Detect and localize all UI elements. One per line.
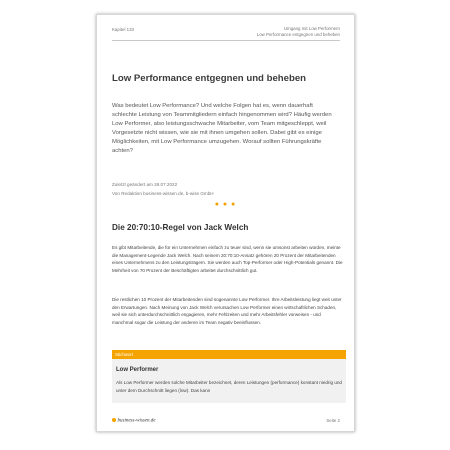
keyword-box bbox=[112, 359, 346, 403]
keyword-definition: Als Low Performer werden solche Mitarbeiter bezeichnet, deren Leistungen (performance) konstant niedrig und unter dem Durchschnitt liegen (low). Das kann bbox=[116, 380, 342, 393]
header-chapter: Kapitel 133 bbox=[112, 27, 134, 32]
footer-logo-text: business-wissen.de bbox=[117, 418, 156, 424]
header-subsection-title: Low Performance entgegnen und beheben bbox=[256, 32, 340, 37]
section-heading: Die 20:70:10-Regel von Jack Welch bbox=[112, 223, 249, 232]
section-divider-dots: ● ● ● bbox=[214, 201, 237, 208]
header-section bbox=[257, 26, 340, 38]
keyword-term: Low Performer bbox=[116, 367, 159, 373]
page-title: Low Performance entgegnen und beheben bbox=[112, 73, 307, 84]
document-page bbox=[96, 14, 355, 432]
logo-dot-icon bbox=[112, 418, 116, 422]
updated-date: Zuletzt geändert am 28.07.2022 bbox=[112, 182, 178, 187]
header-divider bbox=[112, 40, 340, 41]
article-meta bbox=[112, 180, 214, 198]
header-section-title: Umgang mit Low Performern bbox=[283, 26, 340, 31]
intro-paragraph: Was bedeutet Low Performance? Und welche Folgen hat es, wenn dauerhaft schlechte Leistung von Teammitgliedern einfach hingenommen wird? Häufig werden Low Performer, also leistungsschwache Mitarbeiter, vom Team mitgeschleppt, weil Vorgesetzte nicht wissen, wie sie mit ihnen umgehen sollen. Dabei gibt es einige Möglichkeiten, mit Low Performance umzugehen. Worauf sollten Führungskräfte achten? bbox=[112, 103, 332, 154]
footer-logo bbox=[112, 418, 155, 424]
keyword-box-label: Stichwort bbox=[115, 351, 134, 357]
keyword-box-header bbox=[112, 350, 346, 359]
author-line: Von Redaktion business-wissen.de, b-wise GmbH bbox=[112, 191, 214, 196]
body-paragraph-1: Es gibt Mitarbeitende, die für ein Unternehmen einfach zu teuer sind, wenn sie umsonst arbeiten würden, meinte die Management-Legende Jack Welch. Nach seinem 20:70:10-Ansatz gehören 20 Prozent der Mitarbeitenden eines Unternehmens zu den Leistungsträgern. Sie werden auch Top-Performer oder High-Potentials genannt. Die Mehrheit von 70 Prozent der Beschäftigten arbeitet durchschnittlich gut. bbox=[112, 245, 343, 274]
body-paragraph-2: Die restlichen 10 Prozent der Mitarbeitenden sind sogenannte Low Performer. Ihre Arbeitsleistung liegt weit unter den Erwartungen. Nach Meinung von Jack Welch verursachen Low Performer einen wirtschaftlichen Schaden, weil sie sich unterdurchschnittlich engagieren, mehr Fehlzeiten und mehr Arbeitsfehler vorweisen - und manchmal sogar die Leistung der anderen im Team negativ beeinflussen. bbox=[112, 297, 342, 326]
page-number: Seite 2 bbox=[326, 418, 340, 423]
